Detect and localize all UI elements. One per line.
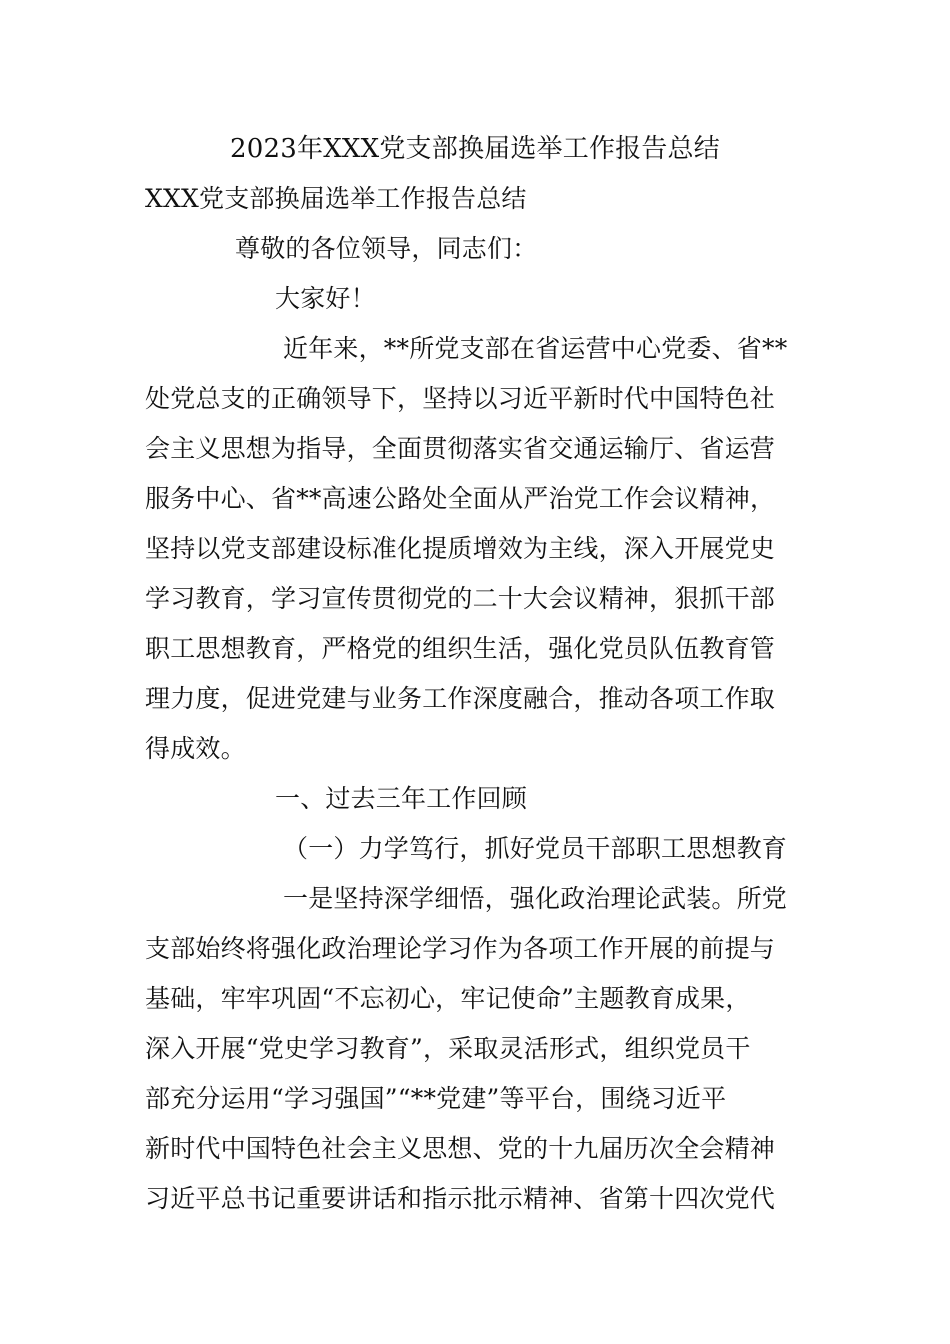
paragraph-line: 深入开展“党史学习教育”，采取灵活形式，组织党员干 [145, 1034, 751, 1063]
salutation: 尊敬的各位领导，同志们： [235, 234, 538, 263]
paragraph-line: 坚持以党支部建设标准化提质增效为主线，深入开展党史 [145, 534, 776, 563]
paragraph-line: 部充分运用“学习强国”“**党建”等平台，围绕习近平 [145, 1084, 727, 1113]
paragraph-line: 习近平总书记重要讲话和指示批示精神、省第十四次党代 [145, 1184, 776, 1213]
paragraph-line: 得成效。 [145, 734, 246, 763]
paragraph-line: 支部始终将强化政治理论学习作为各项工作开展的前提与 [145, 934, 776, 963]
document-title: 2023年XXX党支部换届选举工作报告总结 [230, 134, 720, 164]
paragraph-line: 一是坚持深学细悟，强化政治理论武装。所党 [283, 884, 788, 913]
greeting: 大家好！ [275, 284, 376, 313]
paragraph-line: 学习教育，学习宣传贯彻党的二十大会议精神，狠抓干部 [145, 584, 776, 613]
paragraph-line: 基础，牢牢巩固“不忘初心，牢记使命”主题教育成果， [145, 984, 751, 1013]
paragraph-line: 服务中心、省**高速公路处全面从严治党工作会议精神， [145, 484, 776, 513]
paragraph-line: 处党总支的正确领导下，坚持以习近平新时代中国特色社 [145, 384, 776, 413]
section-subheading: （一）力学笃行，抓好党员干部职工思想教育 [283, 834, 788, 863]
document-subtitle: XXX党支部换届选举工作报告总结 [145, 184, 527, 213]
paragraph-line: 新时代中国特色社会主义思想、党的十九届历次全会精神 [145, 1134, 776, 1163]
paragraph-line: 近年来，**所党支部在省运营中心党委、省** [283, 334, 788, 363]
paragraph-line: 职工思想教育，严格党的组织生活，强化党员队伍教育管 [145, 634, 776, 663]
section-heading: 一、过去三年工作回顾 [275, 784, 528, 813]
paragraph-line: 会主义思想为指导，全面贯彻落实省交通运输厅、省运营 [145, 434, 776, 463]
paragraph-line: 理力度，促进党建与业务工作深度融合，推动各项工作取 [145, 684, 776, 713]
